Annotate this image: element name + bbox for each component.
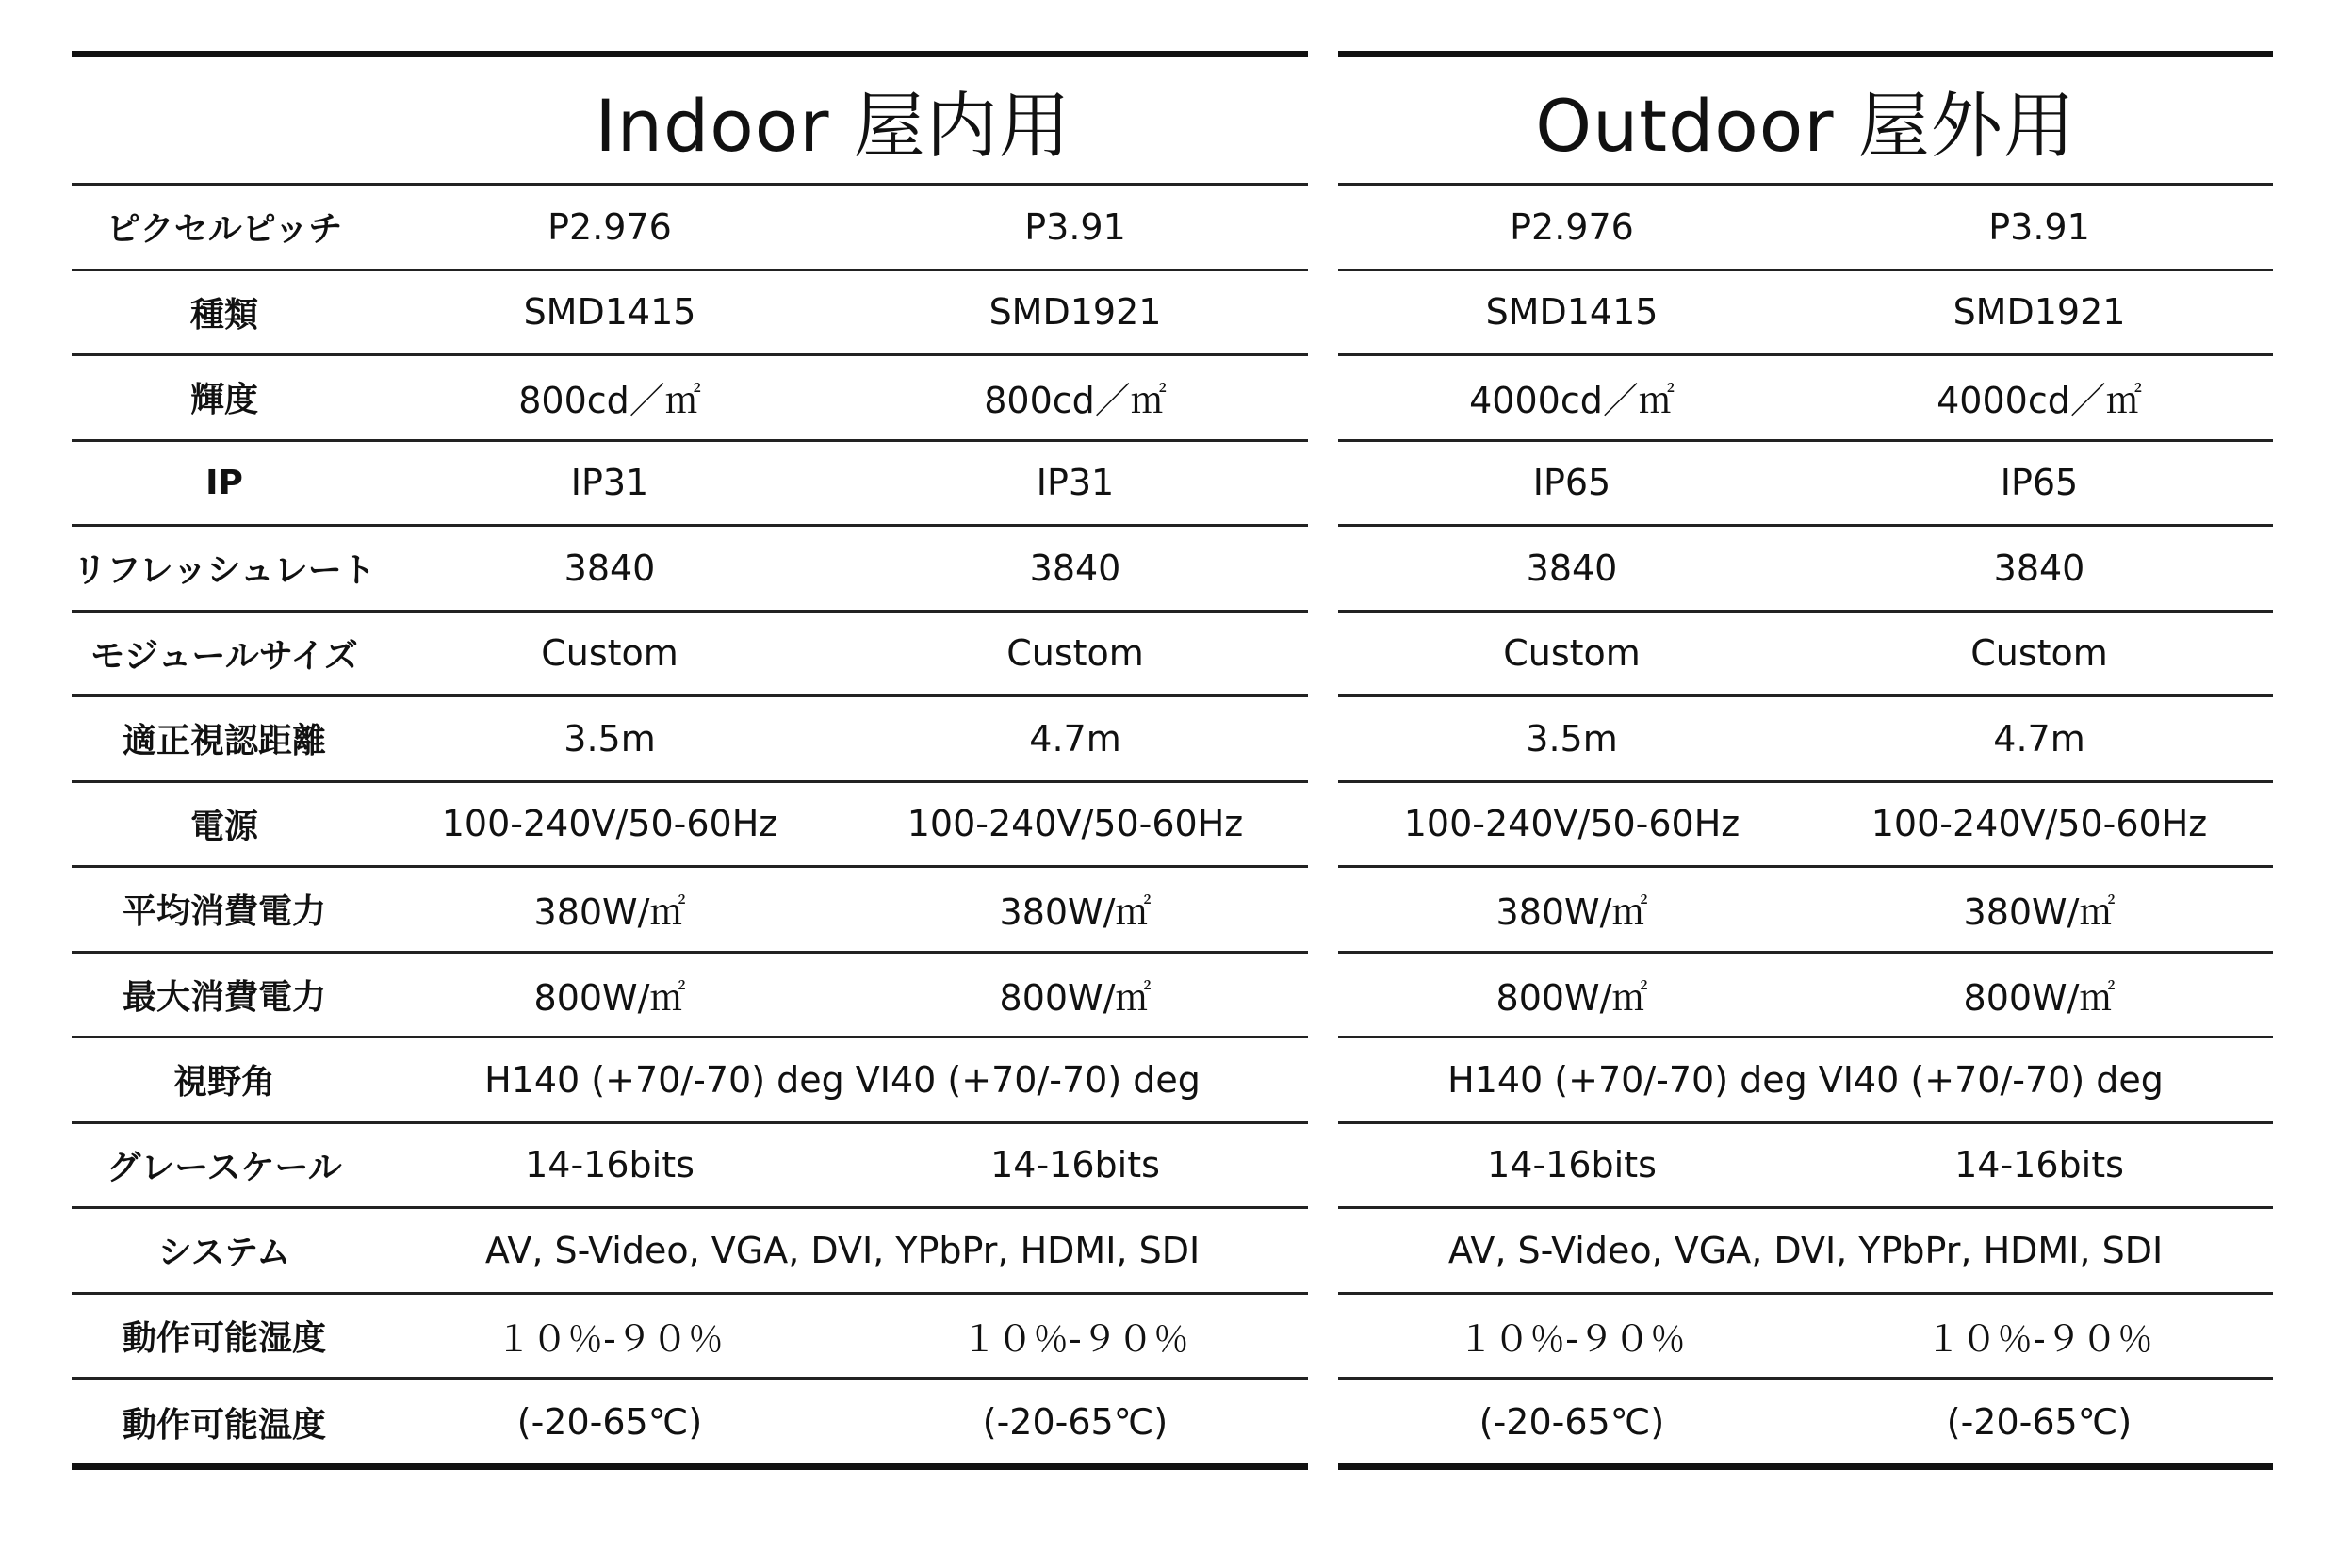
indoor-value-1: 14-16bits bbox=[525, 1144, 695, 1186]
indoor-value-span: H140 (+70/-70) deg VI40 (+70/-70) deg bbox=[484, 1058, 1201, 1101]
outdoor-value-2: IP65 bbox=[2000, 462, 2079, 504]
outdoor-value-1: 3.5m bbox=[1526, 717, 1618, 760]
table-row bbox=[72, 1124, 1308, 1210]
indoor-value-2: Custom bbox=[1006, 632, 1144, 675]
table-row bbox=[72, 527, 1308, 612]
table-row bbox=[72, 783, 1308, 869]
table-row bbox=[1338, 954, 2273, 1039]
outdoor-value-1: 3840 bbox=[1526, 547, 1618, 589]
table-row bbox=[72, 954, 1308, 1039]
indoor-value-1: 100-240V/50-60Hz bbox=[441, 803, 778, 845]
indoor-value-2: 3840 bbox=[1029, 547, 1121, 589]
table-row bbox=[72, 1209, 1308, 1295]
outdoor-value-2: 800W/㎡ bbox=[1963, 976, 2116, 1019]
table-row bbox=[1338, 442, 2273, 528]
indoor-value-2: 14-16bits bbox=[990, 1144, 1160, 1186]
table-row bbox=[1338, 1038, 2273, 1124]
outdoor-spec-table bbox=[1338, 51, 2273, 1470]
outdoor-value-2: 14-16bits bbox=[1954, 1144, 2124, 1186]
table-row bbox=[72, 186, 1308, 271]
outdoor-value-span: AV, S-Video, VGA, DVI, YPbPr, HDMI, SDI bbox=[1447, 1229, 2164, 1271]
row-label: 平均消費電力 bbox=[122, 892, 326, 932]
outdoor-rows bbox=[1338, 186, 2273, 1465]
table-row bbox=[1338, 1380, 2273, 1465]
outdoor-value-span: H140 (+70/-70) deg VI40 (+70/-70) deg bbox=[1447, 1058, 2164, 1101]
table-row bbox=[72, 442, 1308, 528]
outdoor-value-2: 4.7m bbox=[1993, 717, 2085, 760]
indoor-value-1: 800cd／㎡ bbox=[518, 380, 701, 422]
outdoor-value-2: １０％-９０％ bbox=[1925, 1317, 2153, 1360]
row-label: グレースケール bbox=[106, 1148, 342, 1187]
row-label: リフレッシュレート bbox=[73, 551, 376, 591]
outdoor-value-1: 100-240V/50-60Hz bbox=[1403, 803, 1740, 845]
row-label: 最大消費電力 bbox=[122, 977, 326, 1017]
indoor-title: Indoor 屋内用 bbox=[72, 57, 1308, 186]
indoor-bottom-rule bbox=[72, 1463, 1308, 1470]
table-row bbox=[1338, 868, 2273, 954]
row-label: 動作可能湿度 bbox=[122, 1318, 326, 1358]
indoor-value-1: １０％-９０％ bbox=[496, 1317, 724, 1360]
table-row bbox=[1338, 1295, 2273, 1380]
indoor-spec-table bbox=[72, 51, 1308, 1470]
outdoor-value-1: Custom bbox=[1503, 632, 1641, 675]
row-label: システム bbox=[157, 1233, 291, 1273]
indoor-value-2: 100-240V/50-60Hz bbox=[907, 803, 1244, 845]
outdoor-value-2: 4000cd／㎡ bbox=[1937, 380, 2142, 422]
table-row bbox=[1338, 1209, 2273, 1295]
row-label: IP bbox=[205, 463, 243, 502]
table-row bbox=[72, 1295, 1308, 1380]
outdoor-bottom-rule bbox=[1338, 1463, 2273, 1470]
indoor-value-1: (-20-65℃) bbox=[516, 1401, 703, 1444]
row-label: 視野角 bbox=[172, 1063, 275, 1102]
outdoor-value-1: P2.976 bbox=[1510, 205, 1634, 248]
row-label: 種類 bbox=[189, 295, 258, 335]
outdoor-value-2: P3.91 bbox=[1988, 205, 2090, 248]
indoor-value-1: 3.5m bbox=[564, 717, 656, 760]
table-row bbox=[1338, 356, 2273, 442]
outdoor-value-2: 3840 bbox=[1993, 547, 2085, 589]
outdoor-value-1: 800W/㎡ bbox=[1495, 976, 1648, 1019]
outdoor-value-1: (-20-65℃) bbox=[1479, 1401, 1665, 1444]
outdoor-value-2: SMD1921 bbox=[1953, 291, 2126, 334]
table-row bbox=[72, 612, 1308, 698]
table-row bbox=[1338, 271, 2273, 357]
indoor-value-1: P2.976 bbox=[547, 205, 672, 248]
indoor-value-1: 3840 bbox=[564, 547, 656, 589]
indoor-value-2: 800cd／㎡ bbox=[984, 380, 1167, 422]
row-label: 輝度 bbox=[189, 381, 258, 420]
table-row bbox=[1338, 1124, 2273, 1210]
outdoor-value-1: 380W/㎡ bbox=[1495, 891, 1648, 934]
indoor-value-2: 4.7m bbox=[1029, 717, 1121, 760]
indoor-value-2: １０％-９０％ bbox=[961, 1317, 1189, 1360]
outdoor-title: Outdoor 屋外用 bbox=[1338, 57, 2273, 186]
row-label: ピクセルピッチ bbox=[106, 210, 343, 250]
outdoor-value-1: 4000cd／㎡ bbox=[1469, 380, 1675, 422]
table-row bbox=[72, 1380, 1308, 1465]
outdoor-value-2: 100-240V/50-60Hz bbox=[1871, 803, 2208, 845]
indoor-value-span: AV, S-Video, VGA, DVI, YPbPr, HDMI, SDI bbox=[484, 1229, 1201, 1271]
table-row bbox=[72, 356, 1308, 442]
indoor-value-1: 380W/㎡ bbox=[533, 891, 686, 934]
indoor-value-1: 800W/㎡ bbox=[533, 976, 686, 1019]
outdoor-value-1: SMD1415 bbox=[1485, 291, 1659, 334]
row-label: 適正視認距離 bbox=[122, 722, 326, 761]
outdoor-value-1: IP65 bbox=[1532, 462, 1611, 504]
indoor-value-1: IP31 bbox=[570, 462, 649, 504]
table-row bbox=[1338, 783, 2273, 869]
indoor-value-2: 800W/㎡ bbox=[999, 976, 1152, 1019]
table-row bbox=[72, 697, 1308, 783]
table-row bbox=[1338, 186, 2273, 271]
outdoor-value-2: Custom bbox=[1970, 632, 2108, 675]
indoor-value-2: 380W/㎡ bbox=[999, 891, 1152, 934]
row-label: 電源 bbox=[189, 807, 258, 846]
outdoor-value-2: (-20-65℃) bbox=[1946, 1401, 2133, 1444]
outdoor-value-2: 380W/㎡ bbox=[1963, 891, 2116, 934]
outdoor-value-1: 14-16bits bbox=[1487, 1144, 1657, 1186]
indoor-value-2: P3.91 bbox=[1024, 205, 1126, 248]
table-row bbox=[72, 271, 1308, 357]
table-row bbox=[1338, 697, 2273, 783]
row-label: 動作可能温度 bbox=[122, 1405, 326, 1445]
indoor-value-1: SMD1415 bbox=[523, 291, 696, 334]
table-row bbox=[72, 868, 1308, 954]
row-label: モジュールサイズ bbox=[90, 636, 358, 676]
outdoor-value-1: １０％-９０％ bbox=[1458, 1317, 1686, 1360]
table-row bbox=[1338, 527, 2273, 612]
indoor-rows bbox=[72, 186, 1308, 1465]
table-row bbox=[72, 1038, 1308, 1124]
indoor-value-2: SMD1921 bbox=[989, 291, 1162, 334]
indoor-value-1: Custom bbox=[541, 632, 678, 675]
indoor-value-2: IP31 bbox=[1036, 462, 1115, 504]
indoor-value-2: (-20-65℃) bbox=[982, 1401, 1168, 1444]
table-row bbox=[1338, 612, 2273, 698]
